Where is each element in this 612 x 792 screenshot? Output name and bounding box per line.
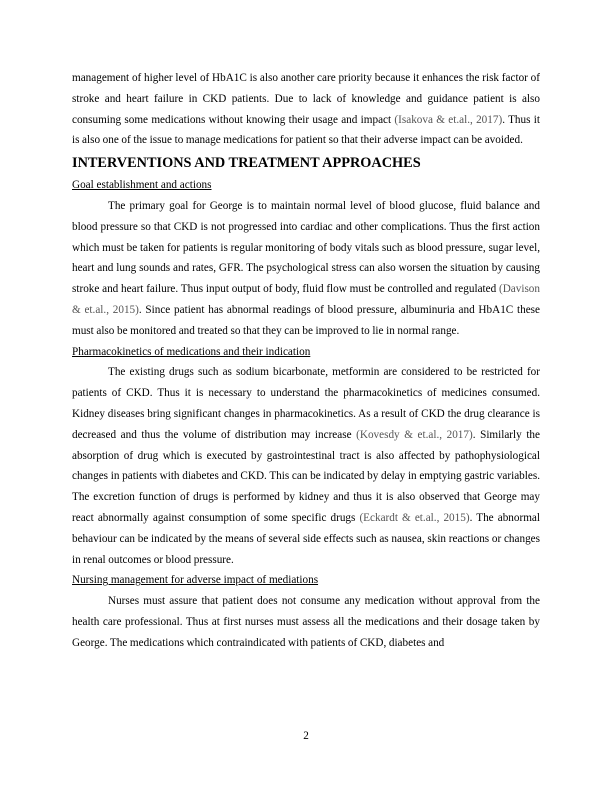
goal-text: . Since patient has abnormal readings of blood pressure, albuminuria and HbA1C these must also be monitored and treated so that they can be improved to lie in normal range. <box>72 303 540 337</box>
subheading-pharmacokinetics: Pharmacokinetics of medications and their indication <box>72 345 311 358</box>
page-number: 2 <box>303 730 309 742</box>
intro-paragraph <box>72 68 540 151</box>
citation: (Isakova & et.al., 2017) <box>394 113 503 126</box>
intro-text: . Thus it is also one of the issue to manage medications for patient so that their adverse impact can be avoided. <box>72 113 540 147</box>
citation: (Davison & et.al., 2015) <box>72 283 540 316</box>
nursing-paragraph <box>72 591 540 653</box>
subheading-nursing: Nursing management for adverse impact of mediations <box>72 574 319 587</box>
goal-paragraph <box>72 196 540 342</box>
pharma-text: The existing drugs such as sodium bicarbonate, metformin are considered to be restricted for patients of CKD. Thus it is necessary to understand the pharmacokinetics of medicines consumed. Kidney diseases bring significant changes in pharmacokinetics. As a result of CKD the drug clearance is decreased and thus the volume of distribution may increase <box>72 366 540 441</box>
nursing-text: Nurses must assure that patient does not consume any medication without approval from the health care professional. Thus at first nurses must assess all the medications and their dosage taken by George. The medications which contraindicated with patients of CKD, diabetes and <box>72 595 540 649</box>
citation: (Kovesdy & et.al., 2017) <box>356 428 473 441</box>
pharma-text: . The abnormal behaviour can be indicated by the means of several side effects such as nausea, skin reactions or changes in renal outcomes or blood pressure. <box>72 511 540 566</box>
subheading-goal: Goal establishment and actions <box>72 179 212 192</box>
citation: (Eckardt & et.al., 2015) <box>359 511 470 524</box>
pharma-text: . Similarly the absorption of drug which is executed by gastrointestinal tract is also affected by pathophysiological changes in patients with diabetes and CKD. This can be indicated by delay in emptying gastric variables. The excretion function of drugs is performed by kidney and thus it is also observed that George may react abnormally against consumption of some specific drugs <box>72 428 540 524</box>
pharmacokinetics-paragraph <box>72 362 540 570</box>
section-heading: INTERVENTIONS AND TREATMENT APPROACHES <box>72 155 421 172</box>
page-content <box>72 68 540 654</box>
intro-text: management of higher level of HbA1C is also another care priority because it enhances the risk factor of stroke and heart failure in CKD patients. Due to lack of knowledge and guidance patient is also consuming some medications without knowing their usage and impact <box>72 72 540 126</box>
goal-text: The primary goal for George is to maintain normal level of blood glucose, fluid balance and blood pressure so that CKD is not progressed into cardiac and other complications. Thus the first action which must be taken for patients is regular monitoring of body vitals such as blood pressure, sugar level, heart and lung sounds and rates, GFR. The psychological stress can also worsen the situation by causing stroke and heart failure. Thus input output of body, fluid flow must be controlled and regulated <box>72 199 540 296</box>
